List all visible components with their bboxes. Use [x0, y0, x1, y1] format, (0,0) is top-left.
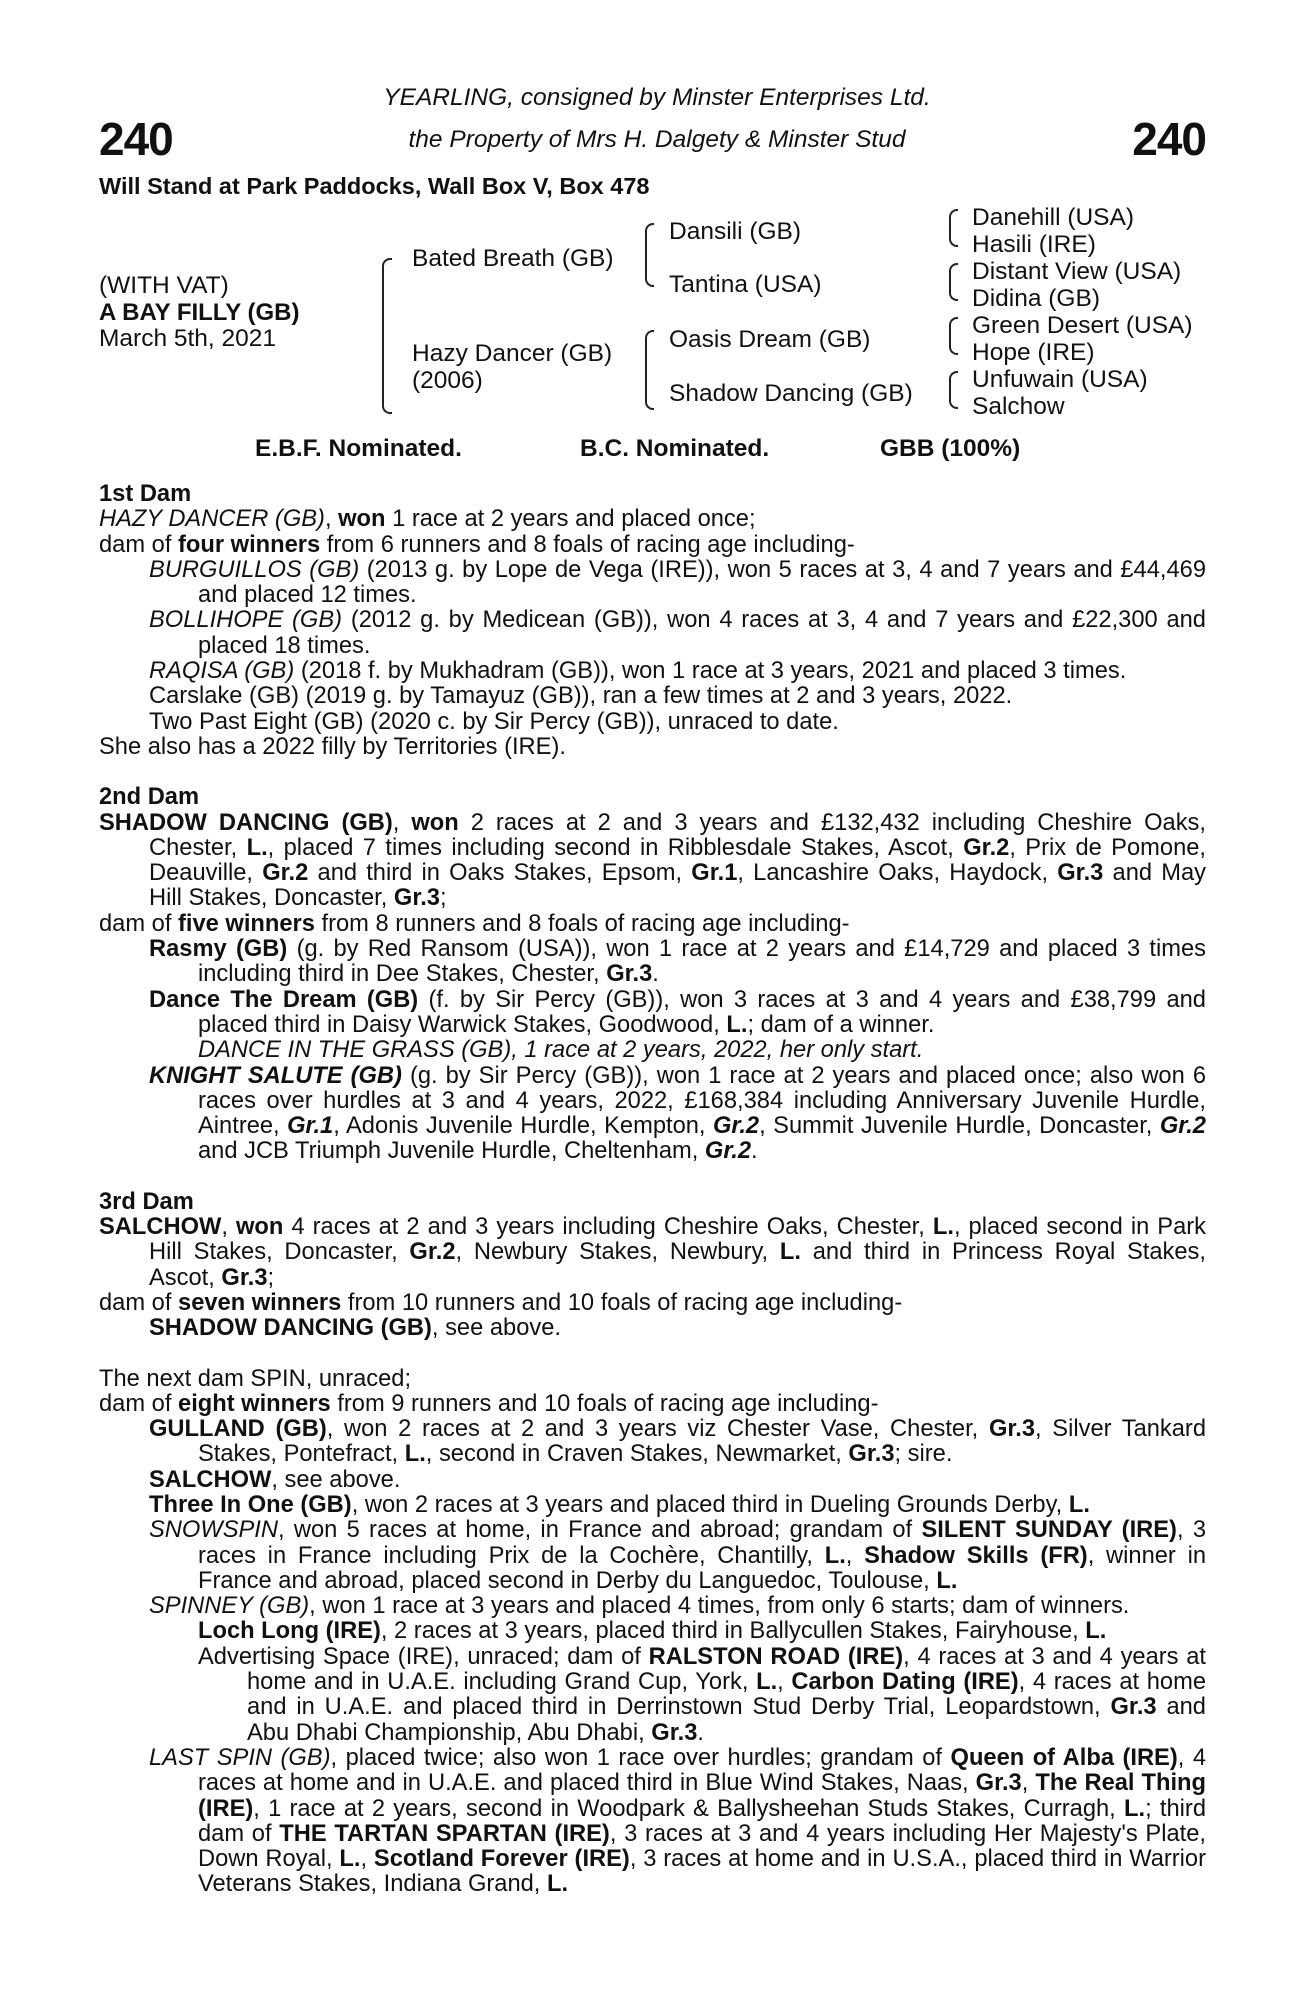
progeny-text: , won 2 races at 2 and 3 years viz Chester Vase, Chester, [326, 1416, 979, 1443]
gg-6: Hope (IRE) [972, 339, 1095, 366]
sire-sire: Dansili (GB) [669, 218, 802, 245]
dam2-progeny-3 [99, 1064, 1206, 1165]
group-mark: Gr.3 [221, 1264, 268, 1291]
dam1-name: HAZY DANCER (GB) [99, 506, 325, 533]
next-progeny-salchow [99, 1468, 1206, 1493]
grandprogeny-name: RALSTON ROAD (IRE) [648, 1643, 904, 1670]
progeny-text: , 3 races in France including Prix de la Cochère, Chantilly, [198, 1517, 1206, 1569]
listed-mark: L. [546, 1871, 569, 1898]
dam2-progeny-2 [99, 988, 1206, 1039]
progeny-name: SHADOW DANCING (GB) [149, 1315, 432, 1342]
dam1-won: won [338, 506, 386, 533]
grandprogeny-name: THE TARTAN SPARTAN (IRE) [279, 1820, 610, 1847]
ebf-nomination: E.B.F. Nominated. [255, 435, 462, 462]
group-mark: Gr.3 [393, 885, 440, 912]
gg-7: Unfuwain (USA) [972, 366, 1148, 393]
dam3-r1: 4 races at 2 and 3 years including Cheshire Oaks, Chester, [291, 1214, 925, 1241]
grandprogeny-name: The Real Thing (IRE) [198, 1770, 1206, 1822]
next-dam-of-a: dam of [99, 1390, 172, 1417]
gg-4: Didina (GB) [972, 285, 1100, 312]
dam3-dam-of [99, 1291, 1206, 1316]
dam2-winners: five winners [178, 910, 315, 937]
listed-mark: L. [339, 1846, 361, 1873]
pedigree-brace-3 [645, 330, 654, 410]
group-mark: Gr.3 [988, 1416, 1036, 1443]
dam3-record: SALCHOW, won 4 races at 2 and 3 years including Cheshire Oaks, Chester, L., placed second in Park Hill Stakes, Doncaster, Gr.2, Newbury Stakes, Newbury, L. and third in Princess Royal Stakes, Ascot, Gr.3; [99, 1214, 1206, 1291]
progeny-name: SPINNEY (GB) [149, 1593, 310, 1620]
dam1-progeny-2 [99, 608, 1206, 659]
pedigree-brace-1 [382, 258, 392, 414]
dam2-name: SHADOW DANCING (GB) [99, 809, 393, 836]
dam1-also: She also has a 2022 filly by Territories (IRE). [99, 733, 566, 760]
listed-mark: L. [246, 834, 268, 861]
gg-2: Hasili (IRE) [972, 231, 1096, 258]
progeny-name: Rasmy (GB) [149, 936, 288, 963]
progeny-text: , 2 races at 3 years, placed third in Ballycullen Stakes, Fairyhouse, [380, 1618, 1079, 1645]
dam: Hazy Dancer (GB) [412, 340, 613, 367]
pedigree-brace-5 [949, 263, 958, 301]
listed-mark: L. [404, 1441, 426, 1468]
consignor-line: YEARLING, consigned by Minster Enterprises Ltd. [383, 84, 931, 111]
group-mark: Gr.2 [704, 1138, 752, 1165]
listed-mark: L. [1068, 1491, 1090, 1518]
progeny-name: KNIGHT SALUTE (GB) [149, 1062, 402, 1089]
catalogue-body [99, 482, 1206, 1898]
dam3-progeny-1 [99, 1316, 1206, 1341]
next-progeny-spinney [99, 1594, 1206, 1619]
dam3-heading: 3rd Dam [99, 1188, 194, 1215]
progeny-name: LAST SPIN (GB) [149, 1744, 331, 1771]
vat-note: (WITH VAT) [99, 272, 229, 299]
group-mark: Gr.3 [651, 1719, 698, 1746]
progeny-text: , 4 races at home and in U.A.E. and placed third in Blue Wind Stakes, Naas, [198, 1744, 1206, 1797]
bc-nomination: B.C. Nominated. [580, 435, 770, 462]
dam1-progeny-1 [99, 558, 1206, 609]
progeny-text: and Abu Dhabi Championship, Abu Dhabi, [247, 1694, 1206, 1746]
progeny-text: , 4 races at home and in U.A.E. and placed third in Derrinstown Stud Derby Trial, Leopardstown, [247, 1669, 1206, 1721]
pedigree-brace-2 [645, 223, 654, 287]
dam1-progeny-5: Two Past Eight (GB) (2020 c. by Sir Percy (GB)), unraced to date. [149, 708, 839, 735]
group-mark: Gr.2 [262, 860, 309, 887]
dam1-winners: four winners [178, 531, 321, 558]
next-progeny-snowspin: SNOWSPIN, won 5 races at home, in France and abroad; grandam of SILENT SUNDAY (IRE), 3 races in France including Prix de la Cochère, Chantilly, L., Shadow Skills (FR), winner in France and abroad, placed second in Derby du Languedoc, Toulouse, L. [149, 1517, 1207, 1594]
stand-location: Will Stand at Park Paddocks, Wall Box V, Box 478 [99, 173, 650, 199]
grandprogeny-name: SILENT SUNDAY (IRE) [921, 1517, 1177, 1544]
listed-mark: L. [936, 1567, 958, 1594]
dam-year: (2006) [412, 367, 483, 394]
grandprogeny-name: Shadow Skills (FR) [864, 1542, 1088, 1569]
progeny-text: (2013 g. by Lope de Vega (IRE)), won 5 races at 3, 4 and 7 years and £44,469 and placed 12 times. [198, 556, 1206, 609]
progeny-text: (2012 g. by Medicean (GB)), won 4 races at 3, 4 and 7 years and £22,300 and placed 18 times. [198, 607, 1206, 659]
dam3-r4: and third in Princess Royal Stakes, Ascot, [149, 1239, 1206, 1291]
dam3-name: SALCHOW [99, 1214, 222, 1241]
next-dam-of-c: from 9 runners and 10 foals of racing age including- [337, 1390, 879, 1417]
progeny-text: , Silver Tankard Stakes, Pontefract, [198, 1416, 1206, 1468]
dam3-winners: seven winners [178, 1289, 342, 1316]
punct: ; [267, 1264, 275, 1291]
group-mark: Gr.3 [1057, 860, 1104, 887]
grandprogeny-name: Scotland Forever (IRE) [373, 1846, 630, 1873]
group-mark: Gr.3 [1110, 1694, 1157, 1721]
progeny-text: , winner in France and abroad, placed second in Derby du Languedoc, Toulouse, [198, 1542, 1207, 1594]
lot-number-right: 240 [1132, 113, 1206, 165]
dam2-r5: , Lancashire Oaks, Haydock, [737, 860, 1049, 887]
next-dam-intro: The next dam SPIN, unraced; [99, 1365, 412, 1392]
progeny-text: , see above. [431, 1315, 561, 1342]
dam1-record-text: 1 race at 2 years and placed once; [392, 506, 756, 533]
dam2-progeny-1: Rasmy (GB) (g. by Red Ransom (USA)), won 1 race at 2 years and £14,729 and placed 3 times including third in Dee Stakes, Chester, Gr.3. [149, 936, 1206, 988]
progeny-text: , won 2 races at 3 years and placed third in Dueling Grounds Derby, [351, 1491, 1063, 1518]
progeny-text: Advertising Space (IRE), unraced; dam of [198, 1643, 641, 1670]
progeny-text: , 4 races at 3 and 4 years at home and in U.A.E. including Grand Cup, York, [247, 1643, 1206, 1696]
progeny-text: (f. by Sir Percy (GB)), won 3 races at 3 and 4 years and £38,799 and placed third in Daisy Warwick Stakes, Goodwood, [198, 986, 1206, 1038]
dam2-dam-of-a: dam of [99, 910, 172, 937]
dam2-r1: 2 races at 2 and 3 years and £132,432 including Cheshire Oaks, Chester, [149, 809, 1206, 861]
group-mark: Gr.2 [409, 1239, 456, 1266]
grandprogeny-name: Loch Long (IRE) [198, 1618, 381, 1645]
progeny-name: RAQISA (GB) [149, 658, 295, 685]
dam1-dam-of-c: from 6 runners and 8 foals of racing age including- [326, 531, 855, 558]
progeny-name: Dance The Dream (GB) [149, 986, 419, 1013]
dam3-dam-of-a: dam of [99, 1289, 172, 1316]
gg-1: Danehill (USA) [972, 204, 1135, 231]
dam-dam: Shadow Dancing (GB) [669, 380, 913, 407]
group-mark: Gr.2 [713, 1113, 760, 1140]
dam3-r2: , placed second in Park Hill Stakes, Doncaster, [149, 1214, 1206, 1266]
progeny-name: SALCHOW [149, 1466, 272, 1493]
group-mark: Gr.3 [606, 961, 653, 988]
pedigree-brace-4 [949, 209, 958, 247]
listed-mark: L. [932, 1214, 954, 1241]
next-winners: eight winners [178, 1390, 331, 1417]
progeny-text: ; third dam of [198, 1795, 1206, 1847]
dam2-r3: , Prix de Pomone, Deauville, [149, 834, 1206, 887]
progeny-name: BURGUILLOS (GB) [149, 556, 360, 583]
grandprogeny-name: Queen of Alba (IRE) [950, 1744, 1178, 1771]
progeny-text: , 3 races at home and in U.S.A., placed third in Warrior Veterans Stakes, Indiana Grand, [198, 1846, 1206, 1898]
progeny-text: , won 1 race at 3 years and placed 4 times, from only 6 starts; dam of winners. [309, 1593, 1130, 1620]
dam2-won: won [411, 809, 459, 836]
dam3-dam-of-c: from 10 runners and 10 foals of racing age including- [347, 1289, 903, 1316]
progeny-text: (g. by Sir Percy (GB)), won 1 race at 2 years and placed once; also won 6 races over hurdles at 3 and 4 years, 2022, £168,384 including Anniversary Juvenile Hurdle, Aintree, [198, 1062, 1206, 1140]
dam2-grandprogeny: DANCE IN THE GRASS (GB), 1 race at 2 years, 2022, her only start. [198, 1037, 924, 1064]
punct: ; [439, 885, 447, 912]
next-grandprogeny-adv: Advertising Space (IRE), unraced; dam of RALSTON ROAD (IRE), 4 races at 3 and 4 years at home and in U.A.E. including Grand Cup, York, L., Carbon Dating (IRE), 4 races at home and in U.A.E. and placed third in Derrinstown Stud Derby Trial, Leopardstown, Gr.3 and Abu Dhabi Championship, Abu Dhabi, Gr.3. [198, 1643, 1206, 1746]
group-mark: Gr.2 [963, 834, 1010, 861]
progeny-text: , second in Craven Stakes, Newmarket, [425, 1441, 842, 1468]
listed-mark: L. [756, 1669, 778, 1696]
progeny-text: ; sire. [894, 1441, 953, 1468]
listed-mark: L. [779, 1239, 801, 1266]
progeny-tail: ; dam of a winner. [747, 1011, 935, 1038]
dam1-record: HAZY DANCER (GB), won 1 race at 2 years and placed once; [99, 506, 756, 533]
lot-number-left: 240 [99, 113, 173, 165]
dam2-r2: , placed 7 times including second in Ribblesdale Stakes, Ascot, [267, 834, 954, 861]
group-mark: Gr.2 [1159, 1113, 1206, 1140]
next-grandprogeny-loch [99, 1619, 1206, 1644]
gbb-rating: GBB (100%) [880, 435, 1021, 462]
next-progeny-gulland [99, 1417, 1206, 1468]
progeny-text: , Summit Juvenile Hurdle, Doncaster, [759, 1113, 1153, 1140]
gg-5: Green Desert (USA) [972, 312, 1193, 339]
horse-name: A BAY FILLY (GB) [99, 299, 300, 326]
dam2-dam-of-c: from 8 runners and 8 foals of racing age including- [321, 910, 850, 937]
grandprogeny-name: Carbon Dating (IRE) [791, 1669, 1019, 1696]
group-mark: Gr.3 [975, 1770, 1022, 1797]
next-dam-of [99, 1392, 1206, 1417]
progeny-text: , 1 race at 2 years, second in Woodpark & Ballysheehan Studs Stakes, Curragh, [253, 1795, 1116, 1822]
listed-mark: L. [1085, 1618, 1107, 1645]
dam2-record: SHADOW DANCING (GB), won 2 races at 2 and 3 years and £132,432 including Cheshire Oaks, Chester, L., placed 7 times including second in Ribblesdale Stakes, Ascot, Gr.2, Prix de Pomone, Deauville, Gr.2 and third in Oaks Stakes, Epsom, Gr.1, Lancashire Oaks, Haydock, Gr.3 and May Hill Stakes, Doncaster, Gr.3; [99, 809, 1206, 912]
progeny-text: , 3 races at 3 and 4 years including Her Majesty's Plate, Down Royal, [198, 1820, 1206, 1873]
dam3-r3: , Newbury Stakes, Newbury, [455, 1239, 769, 1266]
next-progeny-lastspin: LAST SPIN (GB), placed twice; also won 1 race over hurdles; grandam of Queen of Alba (IRE), 4 races at home and in U.A.E. and placed third in Blue Wind Stakes, Naas, Gr.3, The Real Thing (IRE), 1 race at 2 years, second in Woodpark & Ballysheehan Studs Stakes, Curragh, L.; third dam of THE TARTAN SPARTAN (IRE), 3 races at 3 and 4 years including Her Majesty's Plate, Down Royal, L., Scotland Forever (IRE), 3 races at home and in U.S.A., placed third in Warrior Veterans Stakes, Indiana Grand, L. [149, 1744, 1206, 1898]
progeny-text: , won 5 races at home, in France and abroad; grandam of [277, 1517, 913, 1544]
progeny-text: , placed twice; also won 1 race over hurdles; grandam of [330, 1744, 943, 1771]
dam-sire: Oasis Dream (GB) [669, 326, 871, 353]
sire-dam: Tantina (USA) [669, 271, 822, 298]
gg-8: Salchow [972, 393, 1065, 420]
dam2-dam-of [99, 912, 1206, 937]
dam1-dam-of [99, 533, 1206, 558]
progeny-name: SNOWSPIN [149, 1517, 278, 1544]
group-mark: Gr.1 [691, 860, 738, 887]
progeny-text: and JCB Triumph Juvenile Hurdle, Cheltenham, [198, 1138, 699, 1165]
dam2-r4: and third in Oaks Stakes, Epsom, [317, 860, 683, 887]
progeny-text: , Adonis Juvenile Hurdle, Kempton, [333, 1113, 706, 1140]
sire: Bated Breath (GB) [412, 245, 614, 272]
group-mark: Gr.3 [848, 1441, 895, 1468]
progeny-text: (g. by Red Ransom (USA)), won 1 race at 2 years and £14,729 and placed 3 times including third in Dee Stakes, Chester, [198, 936, 1206, 988]
listed-mark: L. [1124, 1795, 1146, 1822]
next-progeny-three [99, 1493, 1206, 1518]
dam1-progeny-4: Carslake (GB) (2019 g. by Tamayuz (GB)), ran a few times at 2 and 3 years, 2022. [149, 683, 1013, 710]
progeny-text: , see above. [271, 1466, 401, 1493]
property-line: the Property of Mrs H. Dalgety & Minster Stud [408, 126, 906, 153]
listed-mark: L. [824, 1542, 846, 1569]
horse-dob: March 5th, 2021 [99, 325, 277, 352]
progeny-text: (2018 f. by Mukhadram (GB)), won 1 race at 3 years, 2021 and placed 3 times. [300, 658, 1127, 685]
progeny-name: GULLAND (GB) [149, 1416, 327, 1443]
dam1-heading: 1st Dam [99, 481, 192, 507]
listed-mark: L. [726, 1011, 748, 1038]
group-mark: Gr.1 [287, 1113, 334, 1140]
progeny-name: BOLLIHOPE (GB) [149, 607, 343, 634]
pedigree-brace-6 [949, 317, 958, 355]
dam2-heading: 2nd Dam [99, 784, 200, 811]
progeny-name: Three In One (GB) [149, 1491, 352, 1518]
dam2-r6: and May Hill Stakes, Doncaster, [149, 860, 1206, 912]
dam3-won: won [236, 1214, 284, 1241]
dam1-dam-of-a: dam of [99, 531, 172, 558]
gg-3: Distant View (USA) [972, 258, 1182, 285]
dam1-progeny-3 [99, 659, 1206, 684]
punct: . [751, 1138, 758, 1165]
pedigree-brace-7 [949, 371, 958, 409]
